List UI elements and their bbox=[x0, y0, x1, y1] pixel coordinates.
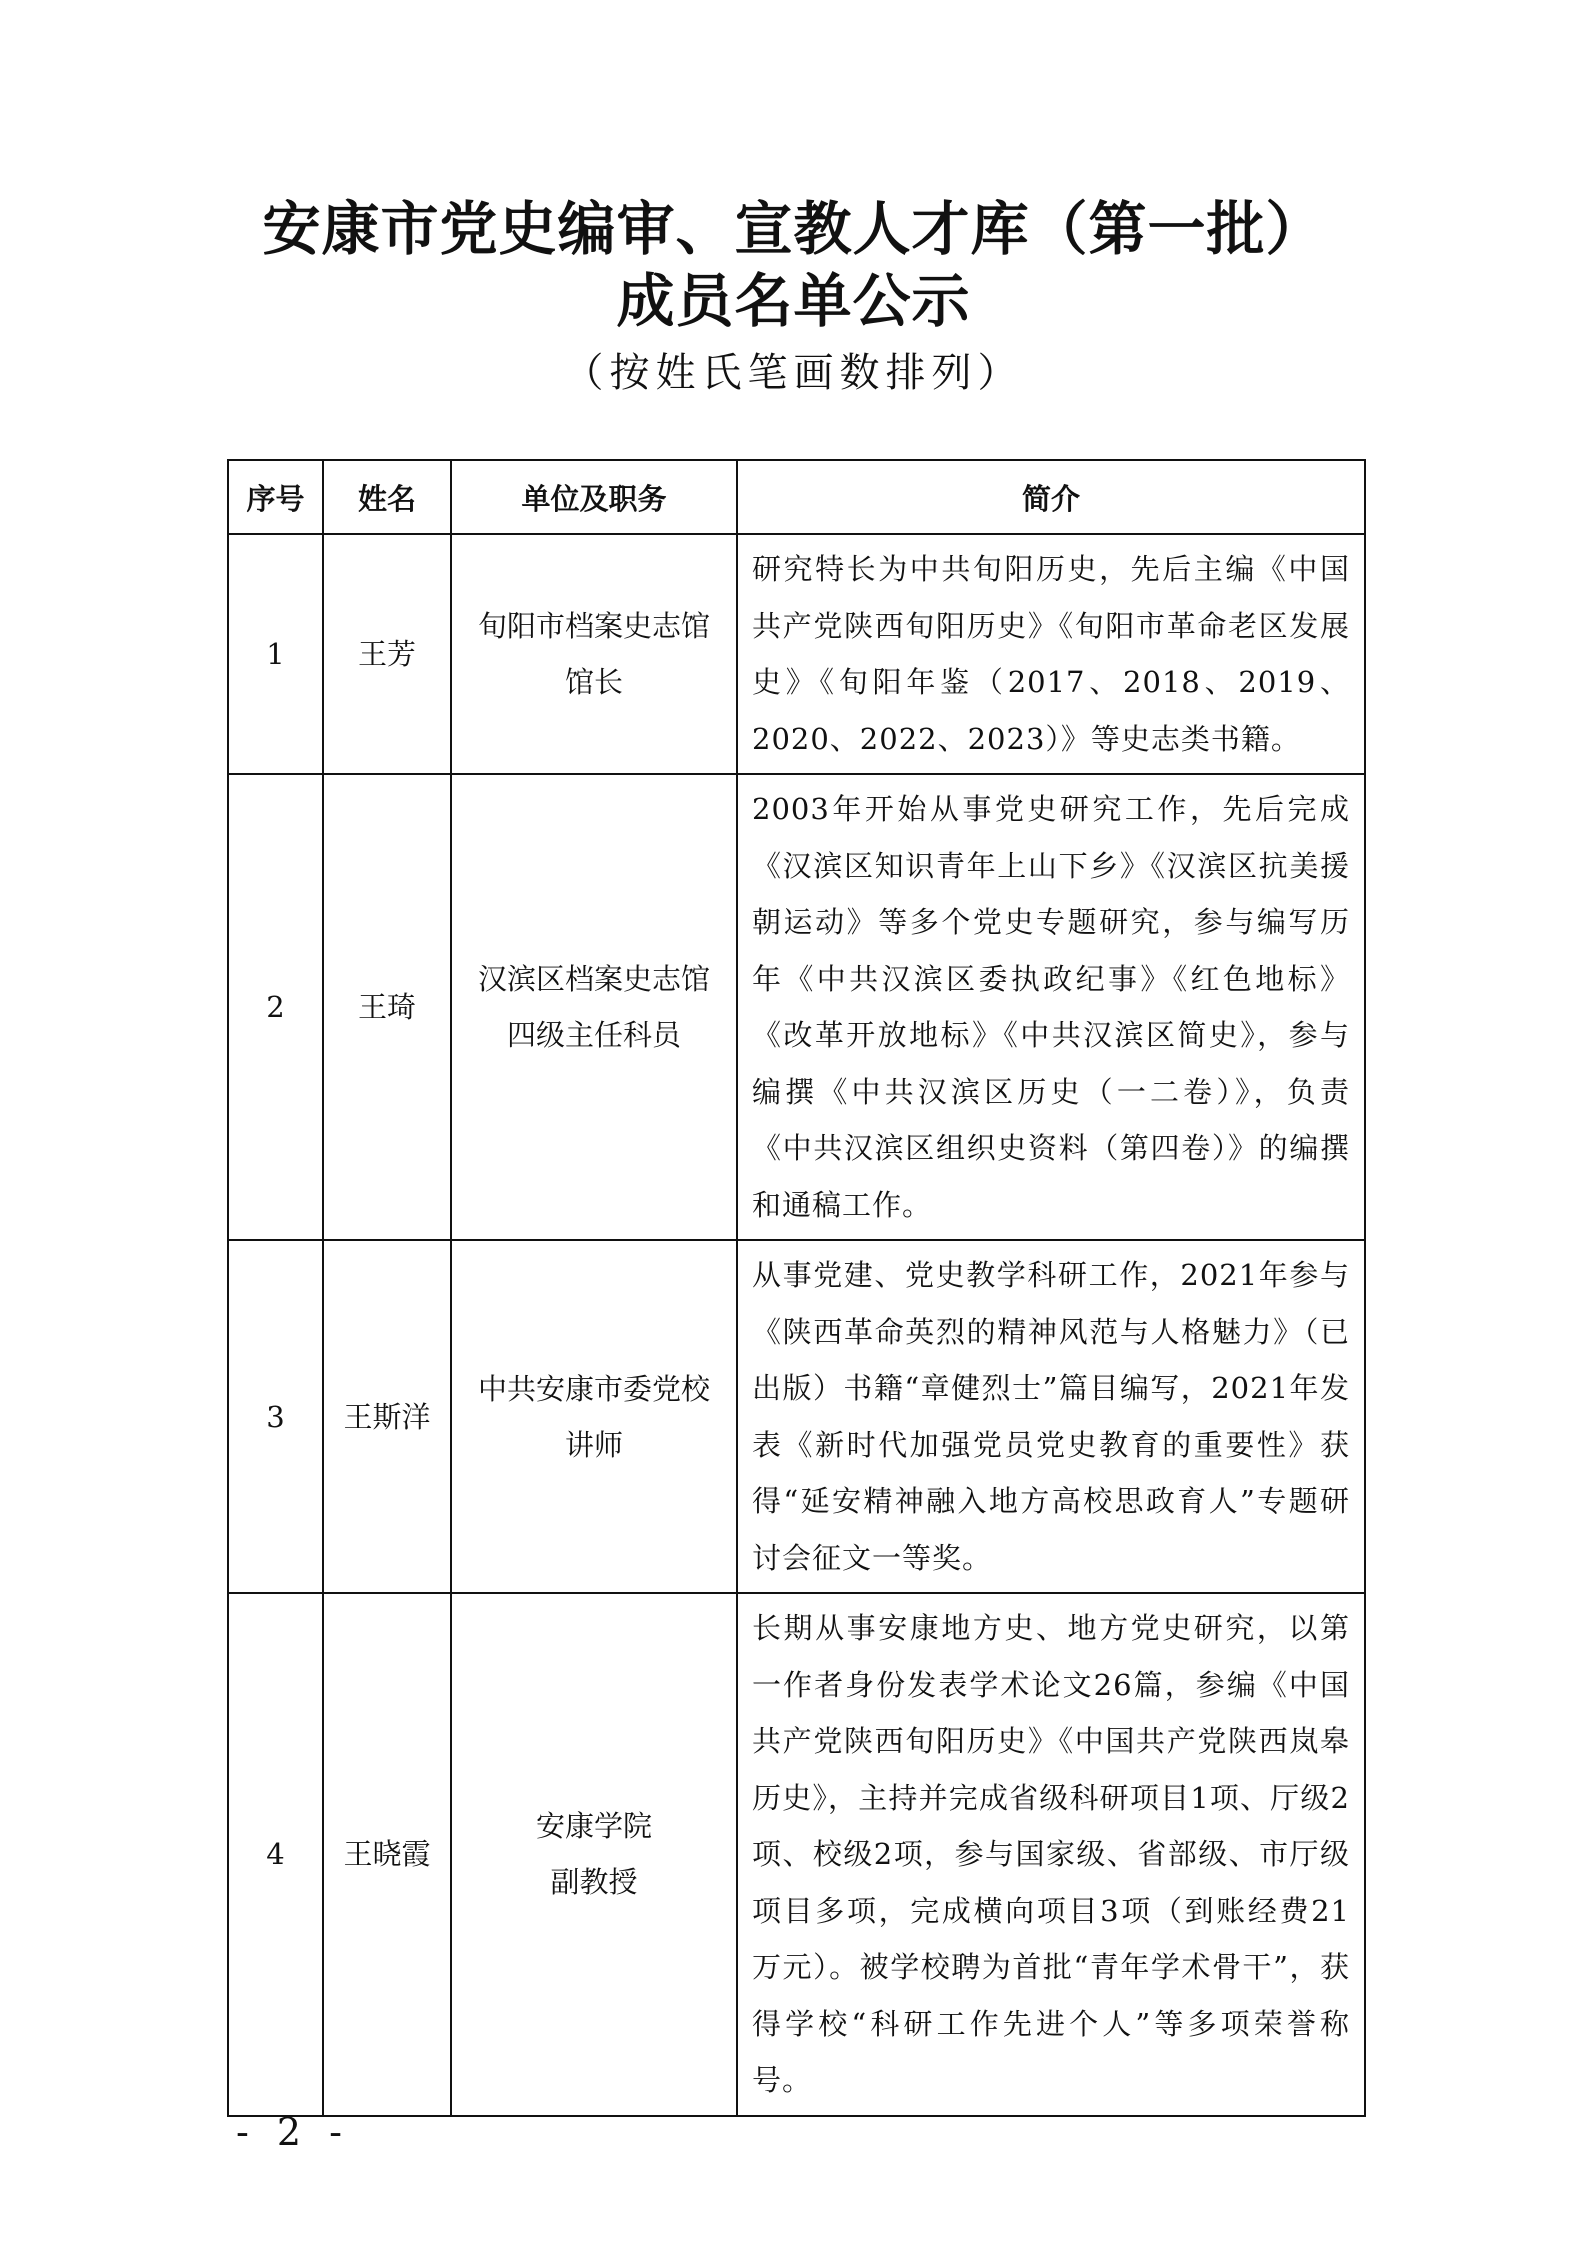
row-unit-position bbox=[451, 1593, 737, 2116]
header-intro: 简介 bbox=[737, 460, 1365, 534]
table-row bbox=[228, 534, 1365, 774]
table-header-row bbox=[228, 460, 1365, 534]
row-unit-position bbox=[451, 1240, 737, 1593]
document-subtitle: （按姓氏笔画数排列） bbox=[563, 350, 1024, 396]
table-row bbox=[228, 1240, 1365, 1593]
row-unit-position bbox=[451, 534, 737, 774]
row-intro: 2003年开始从事党史研究工作，先后完成《汉滨区知识青年上山下乡》《汉滨区抗美援朝运动》等多个党史专题研究，参与编写历年《中共汉滨区委执政纪事》《红色地标》《改革开放地标》《中共汉滨区简史》，参与编撰《中共汉滨区历史（一二卷）》，负责《中共汉滨区组织史资料（第四卷）》的编撰和通稿工作。 bbox=[737, 774, 1365, 1240]
header-no: 序号 bbox=[228, 460, 323, 534]
row-name: 王晓霞 bbox=[323, 1593, 451, 2116]
row-no: 4 bbox=[228, 1593, 323, 2116]
row-no: 3 bbox=[228, 1240, 323, 1593]
row-unit: 安康学院 bbox=[535, 1809, 652, 1844]
roster-table bbox=[227, 459, 1366, 2117]
row-intro: 长期从事安康地方史、地方党史研究，以第一作者身份发表学术论文26篇，参编《中国共产党陕西旬阳历史》《中国共产党陕西岚皋历史》，主持并完成省级科研项目1项、厅级2项、校级2项，参与国家级、省部级、市厅级项目多项，完成横向项目3项（到账经费21万元）。被学校聘为首批“青年学术骨干”，获得学校“科研工作先进个人”等多项荣誉称号。 bbox=[737, 1593, 1365, 2116]
row-no: 1 bbox=[228, 534, 323, 774]
table-row bbox=[228, 1593, 1365, 2116]
row-position: 馆长 bbox=[564, 665, 623, 699]
header-unit: 单位及职务 bbox=[451, 460, 737, 534]
row-no: 2 bbox=[228, 774, 323, 1240]
row-position: 讲师 bbox=[564, 1427, 623, 1462]
row-position: 副教授 bbox=[550, 1865, 638, 1900]
document-title-line2: 成员名单公示 bbox=[616, 267, 971, 335]
row-unit: 汉滨区档案史志馆 bbox=[477, 962, 710, 996]
document-title-line1: 安康市党史编审、宣教人才库（第一批） bbox=[262, 195, 1325, 263]
row-name: 王斯洋 bbox=[323, 1240, 451, 1593]
row-name: 王芳 bbox=[323, 534, 451, 774]
row-unit-position bbox=[451, 774, 737, 1240]
page-number: - 2 - bbox=[236, 2110, 351, 2154]
row-intro: 研究特长为中共旬阳历史，先后主编《中国共产党陕西旬阳历史》《旬阳市革命老区发展史》《旬阳年鉴（2017、2018、2019、2020、2022、2023）》等史志类书籍。 bbox=[737, 534, 1365, 774]
row-name: 王琦 bbox=[323, 774, 451, 1240]
header-name: 姓名 bbox=[323, 460, 451, 534]
row-unit: 中共安康市委党校 bbox=[477, 1371, 710, 1406]
table-row bbox=[228, 774, 1365, 1240]
row-intro: 从事党建、党史教学科研工作，2021年参与《陕西革命英烈的精神风范与人格魅力》（已出版）书籍“章健烈士”篇目编写，2021年发表《新时代加强党员党史教育的重要性》获得“延安精神融入地方高校思政育人”专题研讨会征文一等奖。 bbox=[737, 1240, 1365, 1593]
row-unit: 旬阳市档案史志馆 bbox=[477, 609, 710, 643]
row-position: 四级主任科员 bbox=[506, 1018, 681, 1052]
